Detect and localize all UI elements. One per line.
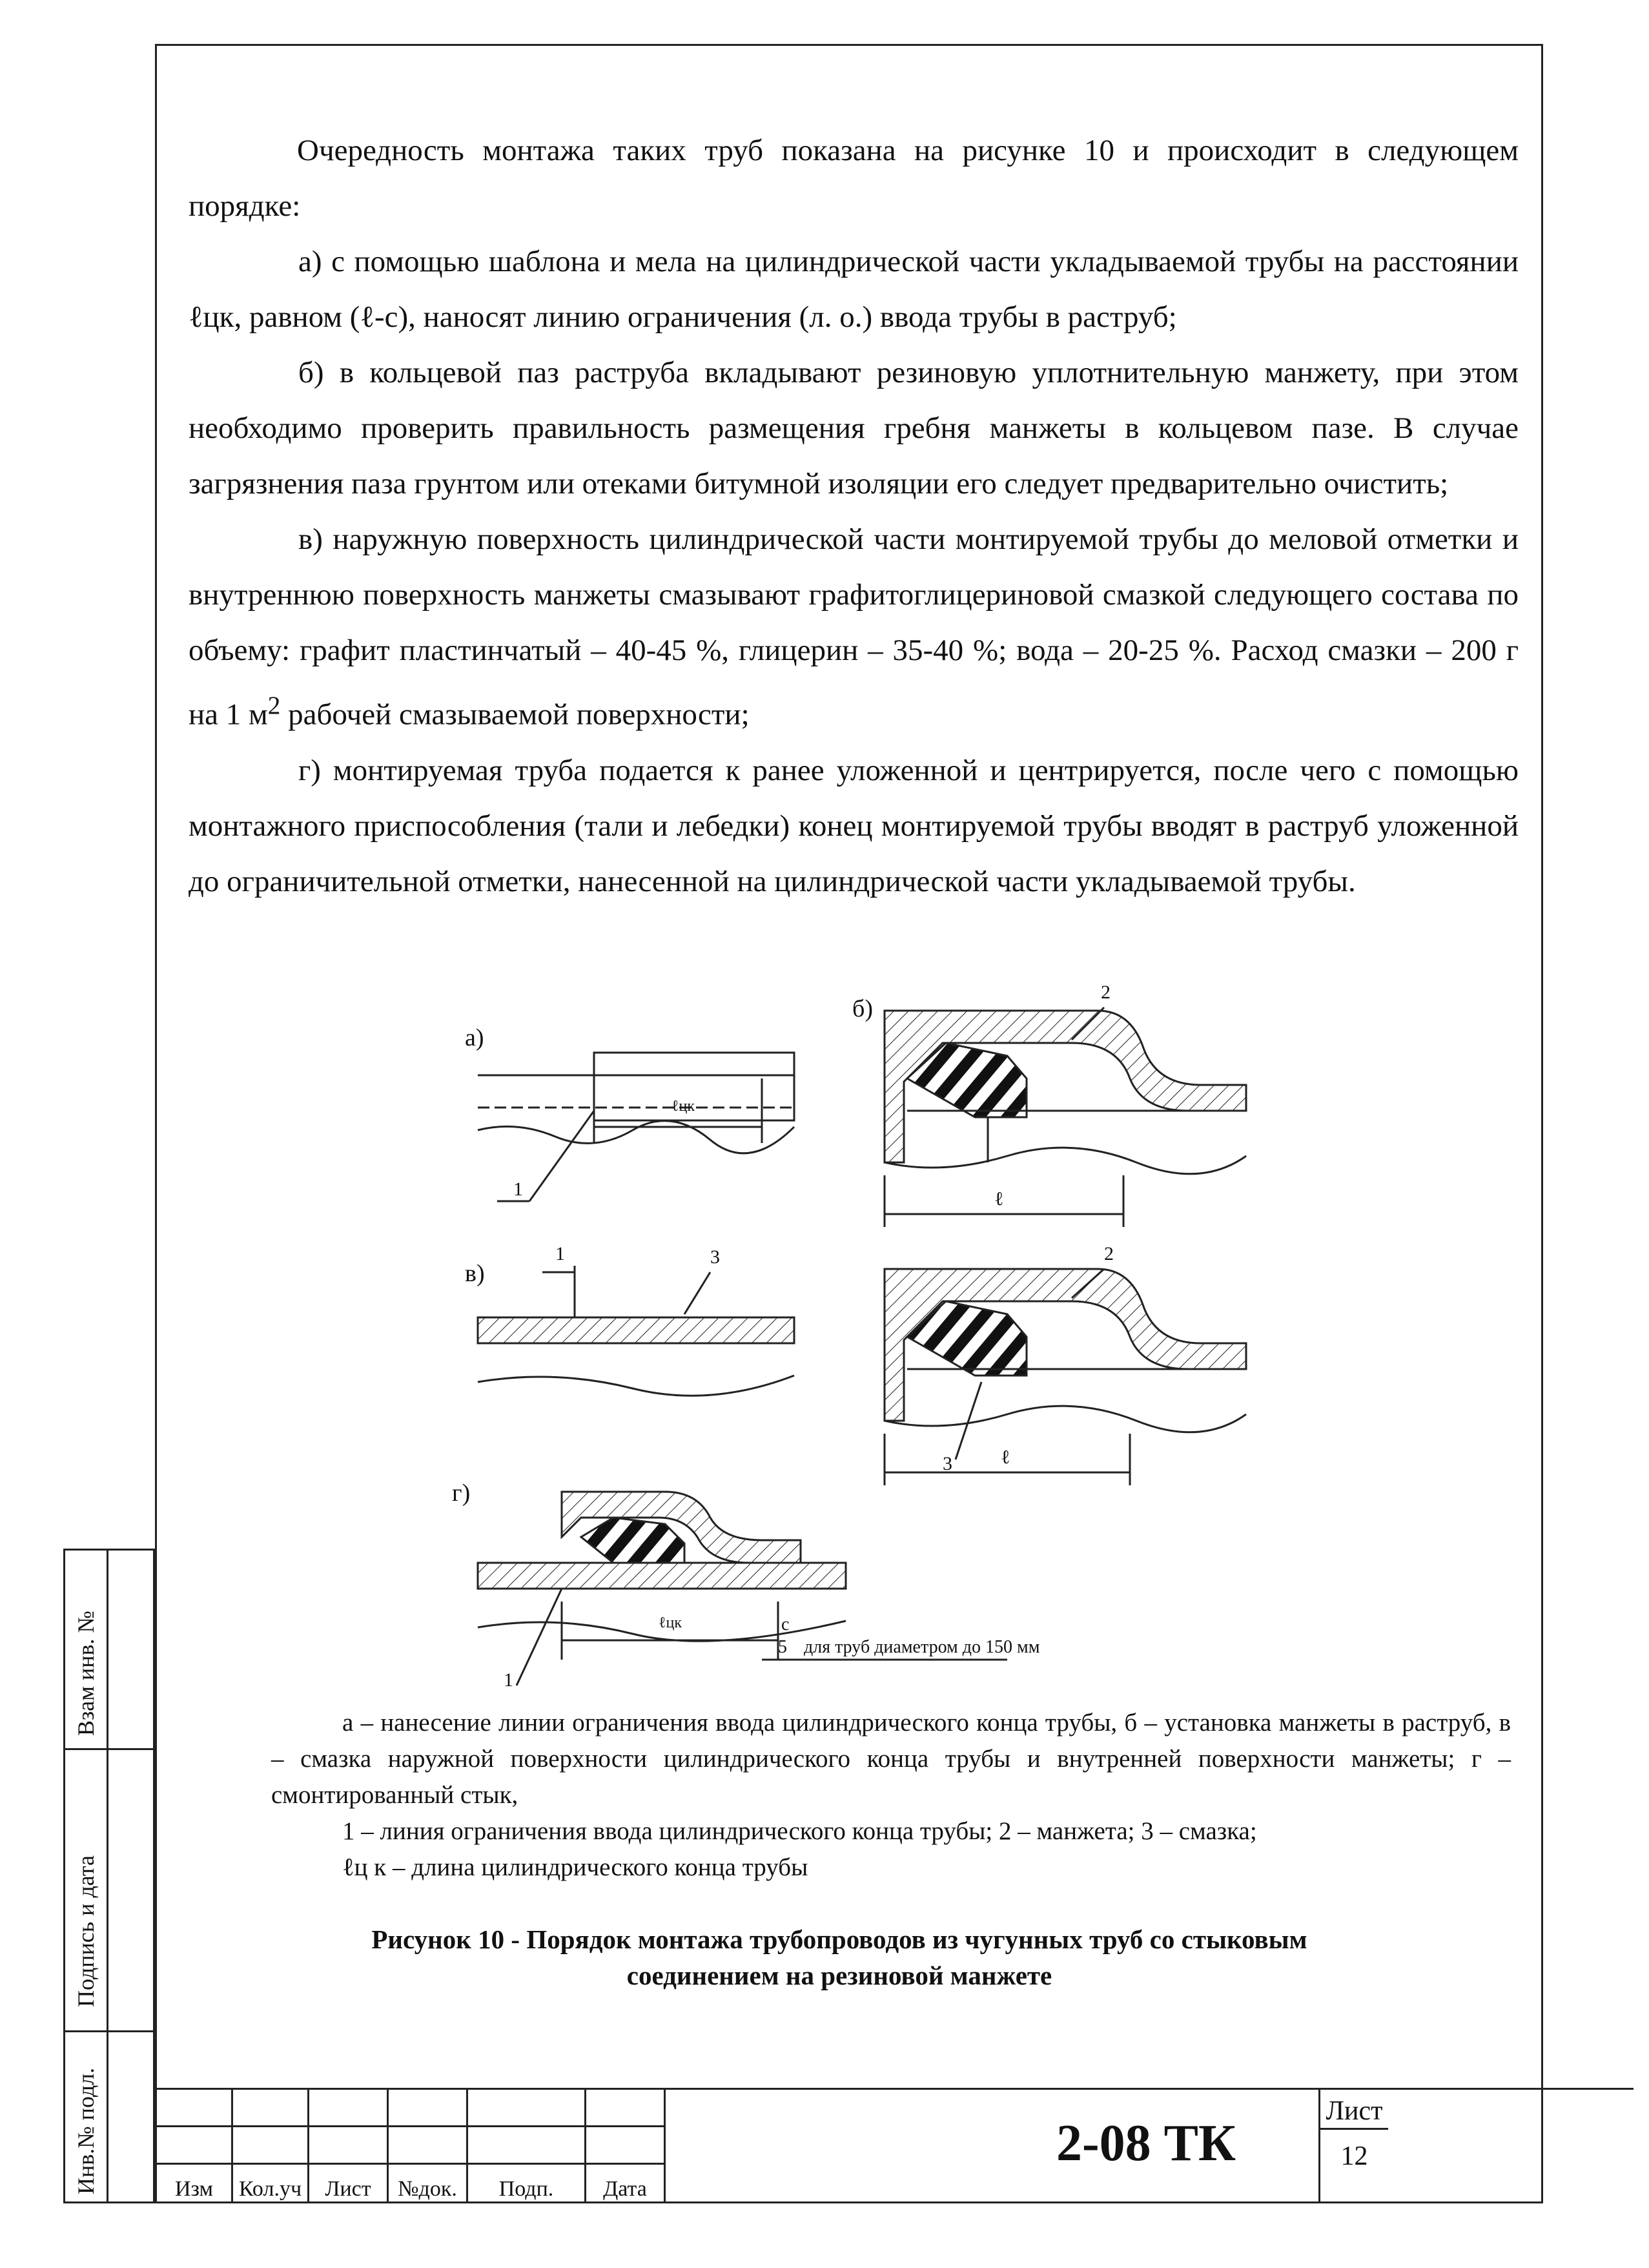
col-list: Лист: [309, 2164, 388, 2203]
figure-drawing: [426, 982, 1291, 1692]
col-n-dok: №док.: [388, 2164, 467, 2203]
side-label-vzam: Взам инв. №: [73, 1611, 99, 1736]
paragraph-v-text: в) наружную поверхность цилиндрической части монтируемой трубы до меловой отметки и внутреннюю поверхность манжеты смазывают графитоглицериновой смазкой следующего состава по объему: графит пластинчатый – 40-45 %, глицерин – 35-40 %; вода – 20-25 %. Расход смазки – 200 г на 1 м: [189, 522, 1519, 732]
diagram-v-socket: [885, 1269, 1246, 1485]
figure-title: [194, 1921, 1485, 1994]
diagram-b: [885, 1007, 1246, 1227]
dim-5-g: 5: [778, 1637, 787, 1657]
paragraph-intro: Очередность монтажа таких труб показана на рисунке 10 и происходит в следующем порядке:: [189, 134, 1519, 223]
paragraph-g: г) монтируемая труба подается к ранее уложенной и центрируется, после чего с помощью монтажного приспособления (тали и лебедки) конец монтируемой трубы вводят в раструб уложенной до ограничительной отметки, нанесенной на цилиндрической части укладываемой трубы.: [189, 753, 1519, 898]
caption-line-3: ℓц к – длина цилиндрического конца трубы: [342, 1853, 808, 1881]
caption-line-2: 1 – линия ограничения ввода цилиндрического конца трубы; 2 – манжета; 3 – смазка;: [342, 1817, 1257, 1845]
body-text: [189, 123, 1519, 909]
side-cell-podpis-value: [107, 1748, 155, 2032]
caption-line-1: а – нанесение линии ограничения ввода цилиндрического конца трубы, б – установка манжеты в раструб, в – смазка наружной поверхности цилиндрического конца трубы и внутренней поверхности манжеты; г – смонтированный стык,: [271, 1709, 1511, 1809]
dim-c-g: с: [781, 1614, 790, 1634]
revision-table: [155, 2088, 666, 2203]
side-label-inv: Инв.№ подл.: [73, 2067, 99, 2194]
paragraph-v: [189, 511, 1519, 743]
paragraph-b: б) в кольцевой паз раструба вкладывают резиновую уплотнительную манжету, при этом необходимо проверить правильность размещения гребня манжеты в кольцевом пазе. В случае загрязнения паза грунтом или отеками битумной изоляции его следует предварительно очистить;: [189, 356, 1519, 500]
document-code-cell: [659, 2088, 1634, 2203]
col-izm: Изм: [156, 2164, 232, 2203]
callout-3-v-socket: 3: [943, 1453, 952, 1474]
document-code: 2-08 ТК: [1056, 2115, 1236, 2172]
dim-lck-a: ℓцк: [671, 1098, 695, 1115]
callout-2-v: 2: [1104, 1243, 1114, 1264]
dim-l-b: ℓ: [994, 1188, 1004, 1210]
figure-label-b: б): [852, 995, 873, 1022]
sheet-label: Лист: [1320, 2094, 1388, 2130]
figure-label-v: в): [465, 1260, 485, 1287]
callout-2-b: 2: [1101, 982, 1111, 1003]
figure-title-line-2: соединением на резиновой манжете: [626, 1961, 1052, 1990]
superscript-2: 2: [267, 692, 281, 719]
figure-label-a: а): [465, 1024, 484, 1051]
sheet-number: 12: [1340, 2141, 1368, 2171]
side-label-podpis: Подпись и дата: [73, 1855, 99, 2007]
col-data: Дата: [586, 2164, 665, 2203]
figure-caption: [271, 1705, 1511, 1886]
figure-10: [426, 982, 1291, 1692]
dim-l-v: ℓ: [1001, 1447, 1010, 1468]
side-cell-vzam-value: [107, 1549, 155, 1750]
callout-1-g: 1: [504, 1669, 513, 1691]
figure-title-line-1: Рисунок 10 - Порядок монтажа трубопроводов из чугунных труб со стыковым: [371, 1924, 1307, 1954]
figure-label-g: г): [452, 1479, 471, 1507]
col-kol-uch: Кол.уч: [232, 2164, 309, 2203]
side-cell-inv-value: [107, 2030, 155, 2203]
note-diameter-150: для труб диаметром до 150 мм: [804, 1637, 1040, 1657]
callout-1-v: 1: [555, 1243, 565, 1264]
diagram-v: [478, 1266, 794, 1396]
sheet-box: [1318, 2088, 1388, 2203]
callout-3-v: 3: [710, 1246, 720, 1268]
col-podp: Подп.: [467, 2164, 586, 2203]
paragraph-v-end: рабочей смазываемой поверхности;: [280, 697, 750, 732]
paragraph-a: а) с помощью шаблона и мела на цилиндрической части укладываемой трубы на расстоянии ℓцк, равном (ℓ-с), наносят линию ограничения (л. о.) ввода трубы в раструб;: [189, 245, 1519, 334]
side-strip: [63, 1549, 155, 2203]
diagram-a: [478, 1053, 794, 1201]
callout-1-a: 1: [513, 1179, 523, 1200]
dim-lck-g: ℓцк: [659, 1614, 682, 1631]
